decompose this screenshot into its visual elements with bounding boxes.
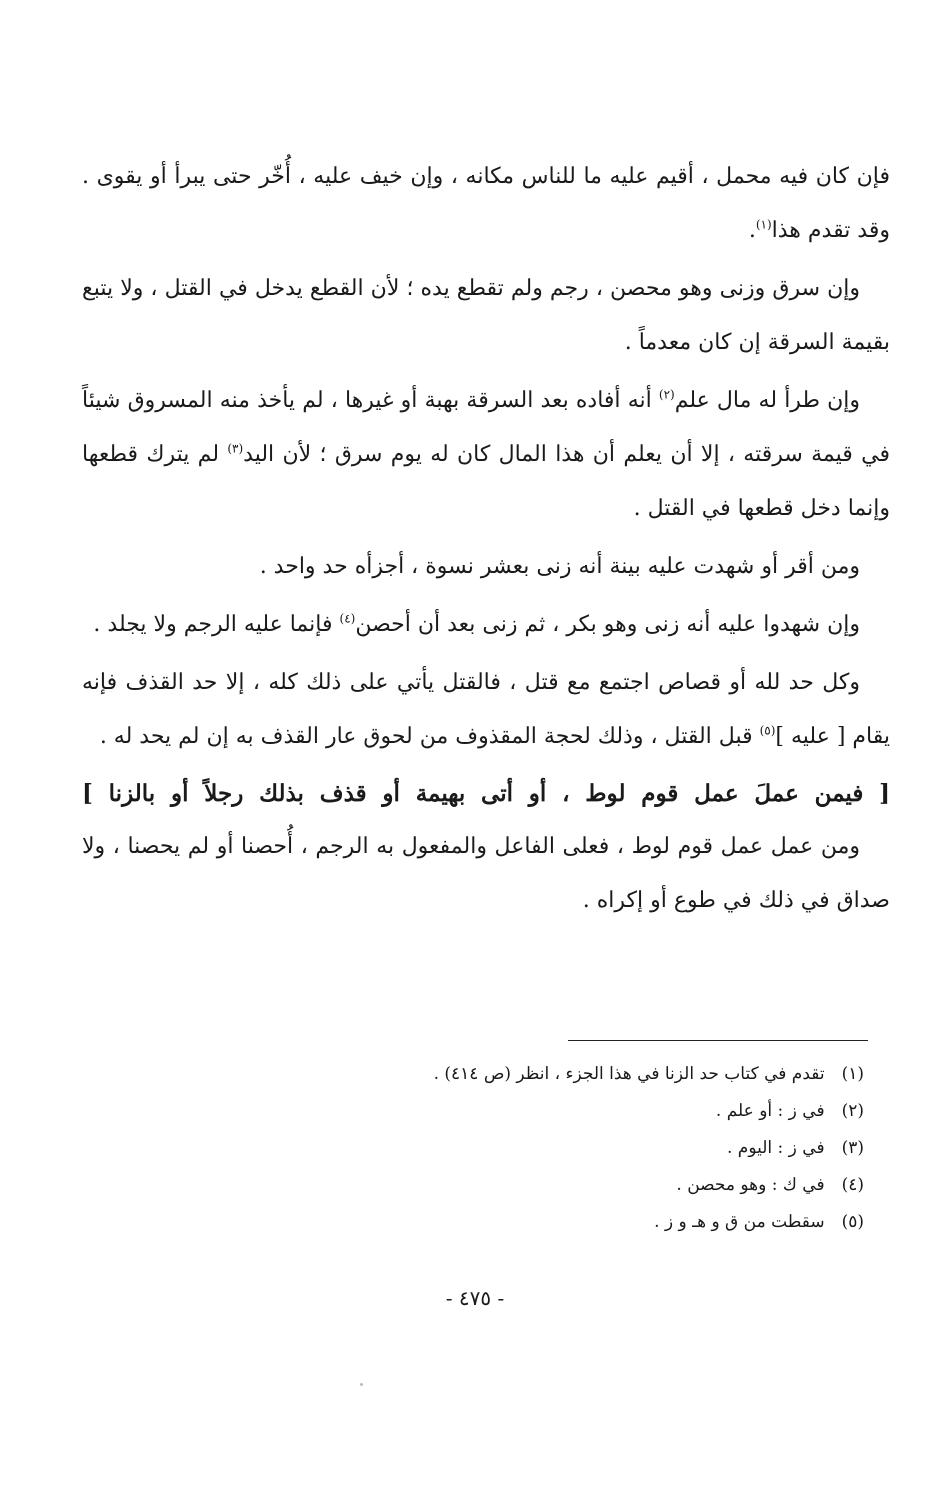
section-heading: [ فيمن عملَ عمل قوم لوط ، أو أتى بهيمة أو قذف بذلك رجلاً أو بالزنا ] (82, 780, 890, 807)
footnote-reference: (٤) (339, 611, 356, 626)
footnote-number: (٣) (841, 1138, 864, 1158)
footnote-number: (٥) (841, 1212, 864, 1232)
paragraph (82, 598, 890, 652)
footnote-item (56, 1204, 864, 1241)
footnote-reference: (٥) (759, 723, 776, 738)
paragraph-text: لم يترك قطعها وإنما دخل قطعها في القتل . (82, 442, 890, 521)
paragraphs-before-heading (82, 150, 890, 764)
footnote-text: في ك : وهو محصن . (676, 1175, 825, 1195)
paragraph-text: ومن عمل عمل قوم لوط ، فعلى الفاعل والمفعول به الرجم ، أُحصنا أو لم يحصنا ، ولا صداق في ذلك في طوع أو إكراه . (82, 834, 890, 913)
scan-speck (360, 1383, 363, 1386)
footnote-item (56, 1130, 864, 1167)
footnote-text: سقطت من ق و هـ و ز . (654, 1212, 825, 1232)
footnote-text: في ز : اليوم . (727, 1138, 825, 1158)
footnotes (56, 1056, 864, 1241)
footnote-separator (568, 1040, 868, 1041)
paragraph-text: فإن كان فيه محمل ، أقيم عليه ما للناس مكانه ، وإن خيف عليه ، أُخّر حتى يبرأ أو يقوى . وقد تقدم هذا (82, 164, 890, 243)
footnote-item (56, 1056, 864, 1093)
footnote-number: (١) (841, 1064, 864, 1084)
paragraph-text: أنه أفاده بعد السرقة بهبة أو غيرها ، لم يأخذ منه المسروق شيئاً في قيمة سرقته ، إلا أن يعلم أن هذا المال كان له يوم سرق ؛ لأن اليد (82, 388, 890, 467)
footnote-item (56, 1093, 864, 1130)
paragraph-text: قبل القتل ، وذلك لحجة المقذوف من لحوق عار القذف به إن لم يحد له . (99, 724, 760, 749)
paragraph (82, 374, 890, 536)
paragraph (82, 150, 890, 258)
paragraphs-after-heading (82, 820, 890, 928)
footnote-number: (٢) (841, 1101, 864, 1121)
paragraph-text: وكل حد لله أو قصاص اجتمع مع قتل ، فالقتل يأتي على ذلك كله ، إلا حد القذف فإنه يقام [ عليه ] (82, 670, 890, 749)
main-text (82, 150, 890, 932)
footnote-number: (٤) (841, 1175, 864, 1195)
footnote-text: في ز : أو علم . (715, 1101, 825, 1121)
paragraph-text: وإن طرأ له مال علم (674, 388, 860, 413)
paragraph-text: . (748, 218, 756, 243)
footnote-reference: (٣) (227, 441, 244, 456)
paragraph (82, 540, 890, 594)
paragraph-text: وإن سرق وزنى وهو محصن ، رجم ولم تقطع يده ؛ لأن القطع يدخل في القتل ، ولا يتبع بقيمة السرقة إن كان معدماً . (82, 276, 890, 355)
paragraph-text: فإنما عليه الرجم ولا يجلد . (93, 612, 340, 637)
paragraph (82, 262, 890, 370)
footnote-reference: (٢) (658, 387, 675, 402)
footnote-reference: (١) (755, 217, 772, 232)
paragraph-text: ومن أقر أو شهدت عليه بينة أنه زنى بعشر نسوة ، أجزأه حد واحد . (259, 554, 860, 579)
paragraph (82, 656, 890, 764)
paragraph-text: وإن شهدوا عليه أنه زنى وهو بكر ، ثم زنى بعد أن أحصن (355, 612, 860, 637)
page-number: - ٤٧٥ - (445, 1286, 505, 1310)
footnote-item (56, 1167, 864, 1204)
paragraph (82, 820, 890, 928)
footnote-text: تقدم في كتاب حد الزنا في هذا الجزء ، انظر (ص ٤١٤) . (433, 1064, 825, 1084)
